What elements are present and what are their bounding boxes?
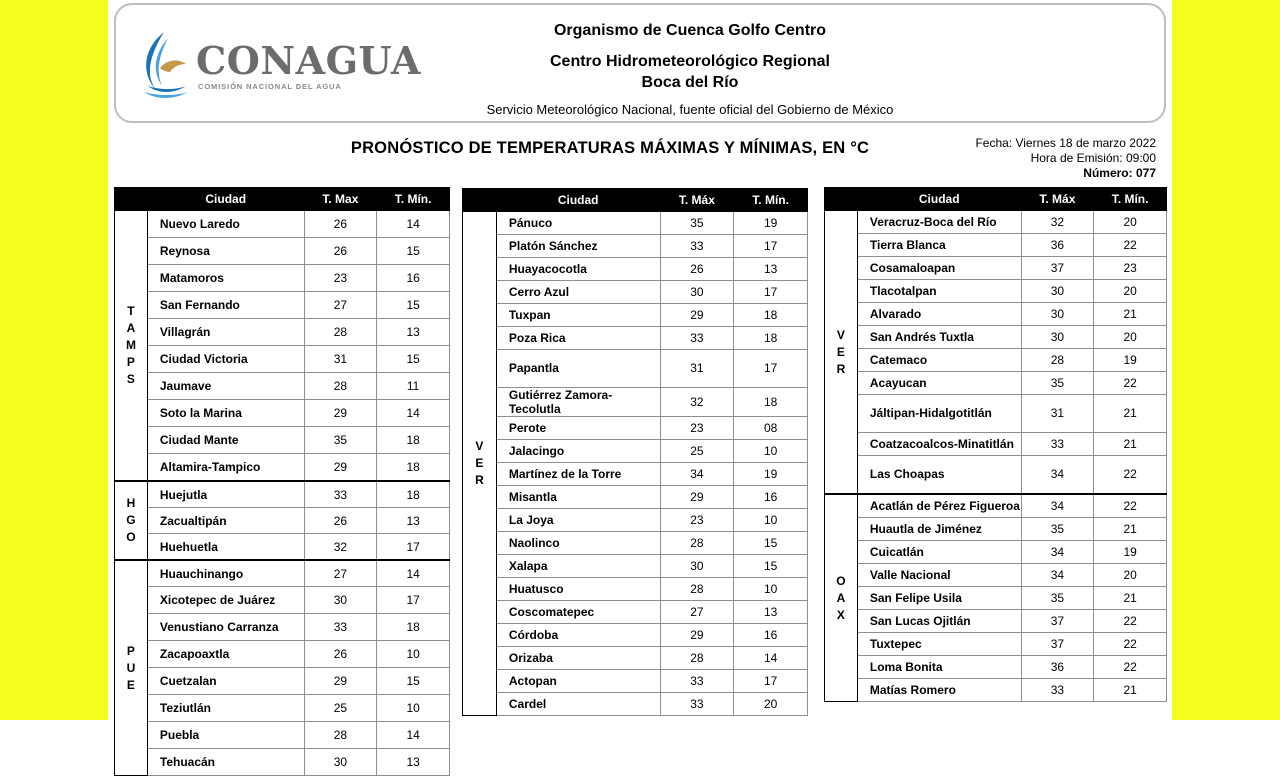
- min-temp-cell: 21: [1094, 587, 1167, 610]
- max-temp-cell: 29: [304, 400, 377, 427]
- table-row: [115, 454, 450, 482]
- max-temp-cell: 33: [660, 670, 734, 693]
- max-temp-cell: 33: [660, 693, 734, 716]
- min-temp-cell: 15: [734, 532, 808, 555]
- max-temp-cell: 35: [1021, 372, 1094, 395]
- min-temp-cell: 19: [734, 212, 808, 235]
- min-temp-cell: 17: [734, 670, 808, 693]
- max-temp-cell: 27: [304, 292, 377, 319]
- max-temp-cell: 35: [1021, 518, 1094, 541]
- min-temp-cell: 21: [1094, 518, 1167, 541]
- city-cell: Ciudad Victoria: [147, 346, 304, 373]
- min-temp-cell: 18: [377, 454, 450, 482]
- min-temp-cell: 18: [734, 388, 808, 417]
- min-temp-cell: 15: [377, 238, 450, 265]
- min-temp-cell: 17: [377, 534, 450, 561]
- table-row: [115, 400, 450, 427]
- min-temp-cell: 15: [734, 555, 808, 578]
- min-temp-cell: 21: [1094, 433, 1167, 456]
- table-row: [825, 280, 1167, 303]
- page-title: PRONÓSTICO DE TEMPERATURAS MÁXIMAS Y MÍNIMAS, EN °C: [350, 139, 870, 157]
- state-label: H G O: [115, 481, 148, 560]
- max-temp-cell: 26: [660, 258, 734, 281]
- max-temp-cell: 30: [304, 587, 377, 614]
- city-cell: Jaumave: [147, 373, 304, 400]
- max-temp-cell: 30: [660, 281, 734, 304]
- header-line-1: Organismo de Cuenca Golfo Centro: [553, 22, 827, 39]
- min-temp-cell: 22: [1094, 633, 1167, 656]
- city-cell: San Fernando: [147, 292, 304, 319]
- max-temp-cell: 28: [304, 373, 377, 400]
- table-row: [463, 327, 808, 350]
- logo-subtitle: COMISIÓN NACIONAL DEL AGUA: [198, 82, 342, 91]
- issue-date: Fecha: Viernes 18 de marzo 2022: [975, 136, 1156, 150]
- table-row: [825, 633, 1167, 656]
- table-row: [825, 587, 1167, 610]
- state-label: T A M P S: [115, 211, 148, 482]
- city-cell: Acayucan: [857, 372, 1021, 395]
- min-temp-cell: 14: [377, 722, 450, 749]
- table-row: [115, 292, 450, 319]
- min-temp-cell: 18: [377, 427, 450, 454]
- table-row: [825, 395, 1167, 433]
- max-temp-cell: 28: [660, 532, 734, 555]
- max-temp-cell: 33: [1021, 679, 1094, 702]
- table-row: [463, 578, 808, 601]
- table-row: [825, 656, 1167, 679]
- max-temp-cell: 36: [1021, 234, 1094, 257]
- min-temp-cell: 19: [1094, 349, 1167, 372]
- city-cell: Puebla: [147, 722, 304, 749]
- table-row: [825, 303, 1167, 326]
- max-temp-cell: 33: [304, 614, 377, 641]
- max-temp-cell: 23: [304, 265, 377, 292]
- min-temp-cell: 19: [1094, 541, 1167, 564]
- min-temp-cell: 20: [1094, 211, 1167, 234]
- state-label: V E R: [825, 211, 858, 495]
- max-temp-cell: 29: [660, 486, 734, 509]
- table-header-row: [115, 188, 450, 211]
- min-temp-cell: 22: [1094, 494, 1167, 518]
- city-cell: Soto la Marina: [147, 400, 304, 427]
- city-cell: Altamira-Tampico: [147, 454, 304, 482]
- min-temp-cell: 17: [734, 350, 808, 388]
- table-row: [463, 350, 808, 388]
- table-row: [115, 211, 450, 238]
- city-cell: Huehuetla: [147, 534, 304, 561]
- max-temp-cell: 37: [1021, 257, 1094, 280]
- table-row: [825, 564, 1167, 587]
- city-cell: Cosamaloapan: [857, 257, 1021, 280]
- min-temp-cell: 22: [1094, 234, 1167, 257]
- table-row: [115, 587, 450, 614]
- min-temp-cell: 13: [377, 749, 450, 776]
- max-temp-cell: 33: [304, 481, 377, 508]
- city-cell: Coatzacoalcos-Minatitlán: [857, 433, 1021, 456]
- min-temp-cell: 14: [377, 211, 450, 238]
- max-temp-cell: 34: [1021, 456, 1094, 495]
- table-row: [463, 417, 808, 440]
- table-row: [463, 647, 808, 670]
- table-row: [115, 481, 450, 508]
- min-temp-cell: 13: [377, 508, 450, 534]
- table-row: [825, 234, 1167, 257]
- max-temp-cell: 35: [304, 427, 377, 454]
- table-row: [825, 518, 1167, 541]
- table-row: [825, 433, 1167, 456]
- table-row: [115, 508, 450, 534]
- logo-wordmark: CONAGUA: [196, 38, 421, 83]
- min-temp-cell: 10: [734, 509, 808, 532]
- table-row: [825, 610, 1167, 633]
- min-temp-cell: 22: [1094, 456, 1167, 495]
- city-cell: Xicotepec de Juárez: [147, 587, 304, 614]
- table-row: [115, 641, 450, 668]
- min-temp-cell: 18: [377, 481, 450, 508]
- city-cell: Cuetzalan: [147, 668, 304, 695]
- city-cell: Tuxpan: [496, 304, 660, 327]
- max-temp-column-header: T. Max: [304, 188, 377, 211]
- min-temp-cell: 21: [1094, 303, 1167, 326]
- max-temp-cell: 30: [1021, 280, 1094, 303]
- table-row: [463, 555, 808, 578]
- city-cell: Huayacocotla: [496, 258, 660, 281]
- table-header-row: [825, 188, 1167, 211]
- city-cell: Zacualtipán: [147, 508, 304, 534]
- min-temp-cell: 17: [734, 235, 808, 258]
- min-temp-cell: 22: [1094, 610, 1167, 633]
- header-line-2: Centro Hidrometeorológico Regional: [549, 53, 830, 70]
- emission-time: Hora de Emisión: 09:00: [1030, 151, 1156, 165]
- max-temp-cell: 25: [660, 440, 734, 463]
- max-temp-cell: 33: [1021, 433, 1094, 456]
- min-temp-cell: 08: [734, 417, 808, 440]
- min-temp-cell: 14: [734, 647, 808, 670]
- max-temp-cell: 32: [660, 388, 734, 417]
- table-row: [463, 624, 808, 647]
- table-row: [463, 670, 808, 693]
- max-temp-cell: 31: [304, 346, 377, 373]
- table-row: [463, 693, 808, 716]
- max-temp-cell: 33: [660, 235, 734, 258]
- max-temp-cell: 33: [660, 327, 734, 350]
- city-column-header: Ciudad: [496, 189, 660, 212]
- city-cell: Huejutla: [147, 481, 304, 508]
- max-temp-cell: 29: [660, 624, 734, 647]
- min-temp-cell: 15: [377, 292, 450, 319]
- table-row: [463, 304, 808, 327]
- table-row: [463, 509, 808, 532]
- min-temp-cell: 20: [1094, 280, 1167, 303]
- table-row: [115, 695, 450, 722]
- table-row: [463, 258, 808, 281]
- city-cell: Veracruz-Boca del Río: [857, 211, 1021, 234]
- city-cell: Acatlán de Pérez Figueroa: [857, 494, 1021, 518]
- city-cell: Gutiérrez Zamora-Tecolutla: [496, 388, 660, 417]
- table-row: [463, 281, 808, 304]
- max-temp-cell: 25: [304, 695, 377, 722]
- min-temp-cell: 11: [377, 373, 450, 400]
- max-temp-cell: 28: [1021, 349, 1094, 372]
- table-row: [115, 560, 450, 587]
- table-row: [825, 257, 1167, 280]
- min-temp-cell: 16: [734, 486, 808, 509]
- min-temp-cell: 15: [377, 668, 450, 695]
- min-temp-cell: 16: [377, 265, 450, 292]
- right-accent-bar: [1172, 0, 1280, 720]
- min-temp-cell: 18: [734, 327, 808, 350]
- table-row: [115, 319, 450, 346]
- city-cell: Jáltipan-Hidalgotitlán: [857, 395, 1021, 433]
- table-row: [115, 238, 450, 265]
- city-cell: Actopan: [496, 670, 660, 693]
- forecast-table-3: [824, 187, 1167, 702]
- max-temp-cell: 31: [660, 350, 734, 388]
- min-temp-cell: 10: [377, 641, 450, 668]
- table-row: [463, 388, 808, 417]
- city-column-header: Ciudad: [147, 188, 304, 211]
- table-row: [115, 614, 450, 641]
- table-row: [825, 372, 1167, 395]
- left-accent-bar: [0, 0, 108, 720]
- min-temp-cell: 20: [1094, 326, 1167, 349]
- table-row: [825, 211, 1167, 234]
- city-cell: Orizaba: [496, 647, 660, 670]
- max-temp-cell: 34: [1021, 564, 1094, 587]
- city-cell: Huautla de Jiménez: [857, 518, 1021, 541]
- table-row: [463, 440, 808, 463]
- table-row: [115, 749, 450, 776]
- city-cell: San Lucas Ojitlán: [857, 610, 1021, 633]
- city-cell: Las Choapas: [857, 456, 1021, 495]
- city-cell: Catemaco: [857, 349, 1021, 372]
- min-temp-cell: 16: [734, 624, 808, 647]
- city-cell: Córdoba: [496, 624, 660, 647]
- city-cell: Cardel: [496, 693, 660, 716]
- city-cell: Reynosa: [147, 238, 304, 265]
- city-cell: Matías Romero: [857, 679, 1021, 702]
- table-row: [115, 373, 450, 400]
- min-temp-cell: 13: [377, 319, 450, 346]
- table-row: [463, 532, 808, 555]
- city-cell: Perote: [496, 417, 660, 440]
- min-temp-column-header: T. Mín.: [734, 189, 808, 212]
- city-cell: Poza Rica: [496, 327, 660, 350]
- conagua-emblem-icon: [134, 28, 194, 100]
- table-row: [825, 494, 1167, 518]
- city-cell: Ciudad Mante: [147, 427, 304, 454]
- city-cell: Naolinco: [496, 532, 660, 555]
- max-temp-cell: 26: [304, 238, 377, 265]
- min-temp-cell: 17: [377, 587, 450, 614]
- state-column-header: [463, 189, 497, 212]
- min-temp-cell: 22: [1094, 372, 1167, 395]
- state-column-header: [115, 188, 148, 211]
- city-cell: Cuicatlán: [857, 541, 1021, 564]
- city-cell: Jalacingo: [496, 440, 660, 463]
- table-header-row: [463, 189, 808, 212]
- max-temp-cell: 23: [660, 417, 734, 440]
- city-cell: Platón Sánchez: [496, 235, 660, 258]
- min-temp-cell: 23: [1094, 257, 1167, 280]
- max-temp-cell: 31: [1021, 395, 1094, 433]
- max-temp-column-header: T. Máx: [660, 189, 734, 212]
- table-row: [463, 601, 808, 624]
- min-temp-cell: 18: [377, 614, 450, 641]
- max-temp-cell: 37: [1021, 610, 1094, 633]
- min-temp-cell: 15: [377, 346, 450, 373]
- city-cell: Tuxtepec: [857, 633, 1021, 656]
- min-temp-cell: 22: [1094, 656, 1167, 679]
- max-temp-cell: 35: [660, 212, 734, 235]
- min-temp-cell: 18: [734, 304, 808, 327]
- table-row: [115, 346, 450, 373]
- table-row: [463, 486, 808, 509]
- min-temp-cell: 21: [1094, 679, 1167, 702]
- max-temp-cell: 26: [304, 211, 377, 238]
- table-row: [463, 212, 808, 235]
- max-temp-cell: 28: [304, 722, 377, 749]
- table-row: [463, 463, 808, 486]
- max-temp-cell: 30: [660, 555, 734, 578]
- max-temp-cell: 36: [1021, 656, 1094, 679]
- forecast-table-2: [462, 188, 808, 716]
- min-temp-cell: 20: [1094, 564, 1167, 587]
- state-label: P U E: [115, 560, 148, 776]
- city-column-header: Ciudad: [857, 188, 1021, 211]
- max-temp-cell: 29: [304, 668, 377, 695]
- city-cell: Alvarado: [857, 303, 1021, 326]
- min-temp-cell: 20: [734, 693, 808, 716]
- max-temp-cell: 32: [1021, 211, 1094, 234]
- min-temp-cell: 10: [734, 578, 808, 601]
- min-temp-cell: 10: [734, 440, 808, 463]
- max-temp-cell: 26: [304, 508, 377, 534]
- city-cell: Villagrán: [147, 319, 304, 346]
- state-label: O A X: [825, 494, 858, 702]
- table-row: [115, 265, 450, 292]
- max-temp-cell: 28: [304, 319, 377, 346]
- max-temp-cell: 30: [304, 749, 377, 776]
- min-temp-cell: 14: [377, 400, 450, 427]
- city-cell: Nuevo Laredo: [147, 211, 304, 238]
- table-row: [115, 722, 450, 749]
- table-row: [825, 541, 1167, 564]
- city-cell: Xalapa: [496, 555, 660, 578]
- max-temp-cell: 32: [304, 534, 377, 561]
- min-temp-cell: 21: [1094, 395, 1167, 433]
- city-cell: Venustiano Carranza: [147, 614, 304, 641]
- max-temp-cell: 37: [1021, 633, 1094, 656]
- state-label: V E R: [463, 212, 497, 716]
- city-cell: Papantla: [496, 350, 660, 388]
- city-cell: San Andrés Tuxtla: [857, 326, 1021, 349]
- min-temp-cell: 14: [377, 560, 450, 587]
- bulletin-number: Número: 077: [1083, 166, 1156, 180]
- city-cell: San Felipe Usila: [857, 587, 1021, 610]
- city-cell: Huauchinango: [147, 560, 304, 587]
- table-row: [825, 326, 1167, 349]
- max-temp-cell: 27: [304, 560, 377, 587]
- min-temp-column-header: T. Mín.: [377, 188, 450, 211]
- city-cell: Valle Nacional: [857, 564, 1021, 587]
- max-temp-cell: 29: [304, 454, 377, 482]
- max-temp-cell: 30: [1021, 303, 1094, 326]
- table-row: [825, 679, 1167, 702]
- city-cell: Tlacotalpan: [857, 280, 1021, 303]
- city-cell: Teziutlán: [147, 695, 304, 722]
- min-temp-cell: 13: [734, 258, 808, 281]
- city-cell: Zacapoaxtla: [147, 641, 304, 668]
- min-temp-cell: 13: [734, 601, 808, 624]
- table-row: [825, 456, 1167, 495]
- max-temp-cell: 34: [1021, 494, 1094, 518]
- forecast-table-1: [114, 187, 450, 776]
- header-footer: Servicio Meteorológico Nacional, fuente oficial del Gobierno de México: [486, 102, 894, 117]
- city-cell: Coscomatepec: [496, 601, 660, 624]
- table-row: [115, 668, 450, 695]
- max-temp-cell: 30: [1021, 326, 1094, 349]
- table-row: [463, 235, 808, 258]
- city-cell: Loma Bonita: [857, 656, 1021, 679]
- max-temp-cell: 23: [660, 509, 734, 532]
- city-cell: Tierra Blanca: [857, 234, 1021, 257]
- conagua-logo: [134, 28, 421, 100]
- header-line-3: Boca del Río: [641, 74, 739, 91]
- table-row: [825, 349, 1167, 372]
- city-cell: Cerro Azul: [496, 281, 660, 304]
- max-temp-cell: 29: [660, 304, 734, 327]
- min-temp-cell: 10: [377, 695, 450, 722]
- city-cell: Misantla: [496, 486, 660, 509]
- city-cell: Huatusco: [496, 578, 660, 601]
- max-temp-cell: 27: [660, 601, 734, 624]
- state-column-header: [825, 188, 858, 211]
- city-cell: Martínez de la Torre: [496, 463, 660, 486]
- city-cell: Pánuco: [496, 212, 660, 235]
- table-row: [115, 427, 450, 454]
- max-temp-cell: 28: [660, 578, 734, 601]
- min-temp-cell: 19: [734, 463, 808, 486]
- max-temp-cell: 34: [1021, 541, 1094, 564]
- city-cell: Matamoros: [147, 265, 304, 292]
- min-temp-cell: 17: [734, 281, 808, 304]
- max-temp-cell: 35: [1021, 587, 1094, 610]
- max-temp-column-header: T. Máx: [1021, 188, 1094, 211]
- city-cell: Tehuacán: [147, 749, 304, 776]
- min-temp-column-header: T. Mín.: [1094, 188, 1167, 211]
- max-temp-cell: 28: [660, 647, 734, 670]
- max-temp-cell: 34: [660, 463, 734, 486]
- table-row: [115, 534, 450, 561]
- max-temp-cell: 26: [304, 641, 377, 668]
- city-cell: La Joya: [496, 509, 660, 532]
